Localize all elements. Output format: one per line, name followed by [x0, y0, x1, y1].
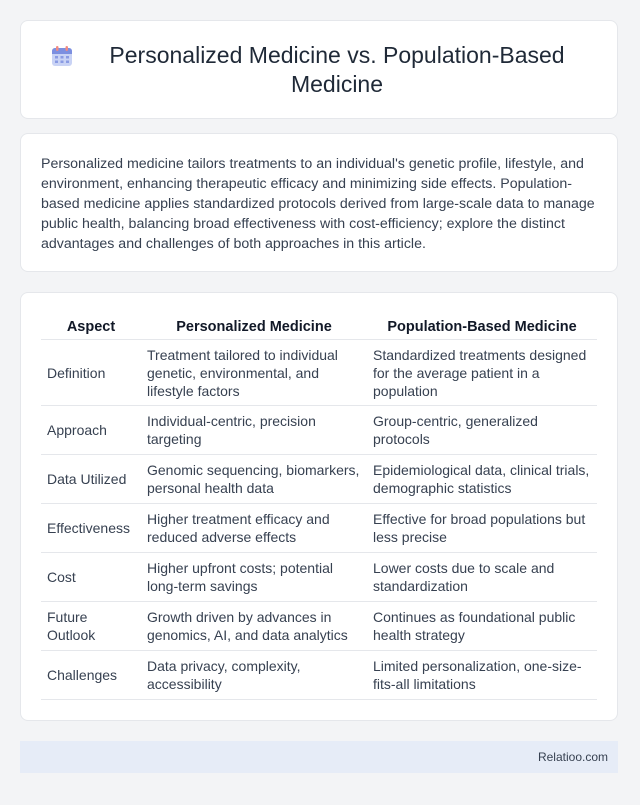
footer-bar	[20, 741, 618, 773]
cell-aspect: Future Outlook	[41, 602, 141, 651]
cell-personalized: Higher treatment efficacy and reduced adverse effects	[141, 504, 367, 553]
table-row	[41, 455, 597, 504]
cell-population: Group-centric, generalized protocols	[367, 406, 597, 455]
table-row	[41, 504, 597, 553]
cell-population: Effective for broad populations but less precise	[367, 504, 597, 553]
cell-aspect: Approach	[41, 406, 141, 455]
page-title: Personalized Medicine vs. Population-Based Medicine	[109, 41, 565, 97]
cell-personalized: Treatment tailored to individual genetic, environmental, and lifestyle factors	[141, 340, 367, 406]
table-header-row	[41, 313, 597, 340]
comparison-table	[41, 313, 597, 700]
cell-population: Continues as foundational public health strategy	[367, 602, 597, 651]
table-row	[41, 651, 597, 700]
calendar-icon	[51, 45, 73, 67]
table-row	[41, 406, 597, 455]
cell-population: Standardized treatments designed for the average patient in a population	[367, 340, 597, 406]
cell-personalized: Genomic sequencing, biomarkers, personal health data	[141, 455, 367, 504]
cell-personalized: Data privacy, complexity, accessibility	[141, 651, 367, 700]
cell-aspect: Definition	[41, 340, 141, 406]
cell-aspect: Challenges	[41, 651, 141, 700]
cell-personalized: Individual-centric, precision targeting	[141, 406, 367, 455]
cell-personalized: Higher upfront costs; potential long-term savings	[141, 553, 367, 602]
cell-aspect: Cost	[41, 553, 141, 602]
cell-population: Limited personalization, one-size-fits-all limitations	[367, 651, 597, 700]
table-row	[41, 602, 597, 651]
cell-aspect: Effectiveness	[41, 504, 141, 553]
table-row	[41, 340, 597, 406]
header-personalized: Personalized Medicine	[141, 313, 367, 340]
cell-personalized: Growth driven by advances in genomics, AI, and data analytics	[141, 602, 367, 651]
footer-brand: Relatioo.com	[537, 750, 608, 764]
table-row	[41, 553, 597, 602]
cell-aspect: Data Utilized	[41, 455, 141, 504]
intro-paragraph: Personalized medicine tailors treatments to an individual's genetic profile, lifestyle, and environment, enhancing therapeutic efficacy and minimizing side effects. Population-based medicine applies standardized protocols derived from large-scale data to manage public health, balancing broad effectiveness with cost-efficiency; explore the distinct advantages and challenges of both approaches in this article.	[41, 156, 595, 252]
cell-population: Lower costs due to scale and standardization	[367, 553, 597, 602]
cell-population: Epidemiological data, clinical trials, demographic statistics	[367, 455, 597, 504]
title-card	[20, 20, 618, 119]
table-card	[20, 292, 618, 721]
title-wrap	[51, 41, 587, 99]
header-aspect: Aspect	[41, 313, 141, 340]
header-population: Population-Based Medicine	[367, 313, 597, 340]
intro-card	[20, 133, 618, 272]
